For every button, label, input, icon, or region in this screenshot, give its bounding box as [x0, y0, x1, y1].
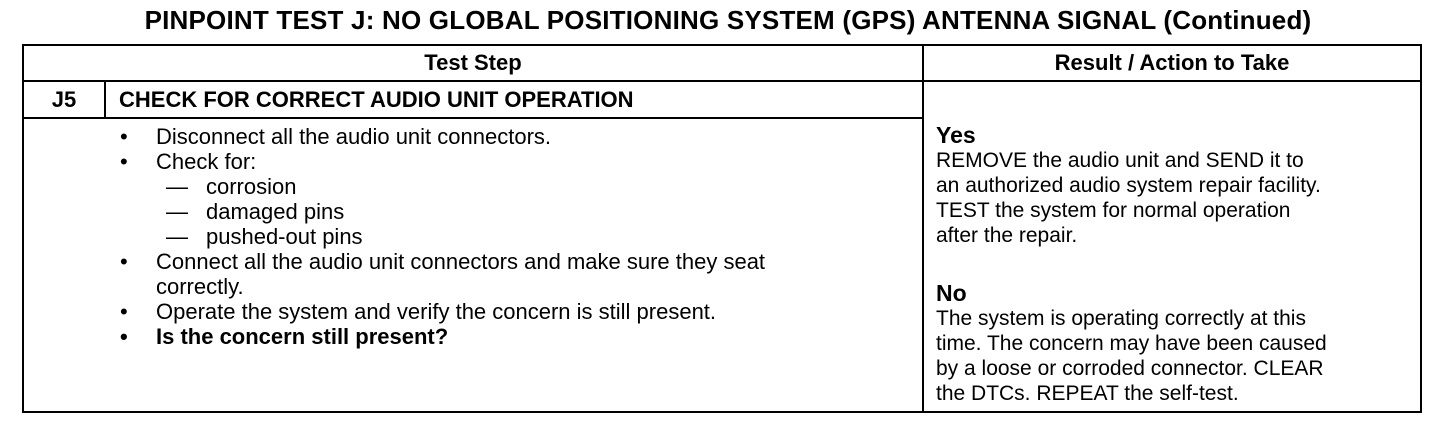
- step-title: CHECK FOR CORRECT AUDIO UNIT OPERATION: [119, 87, 634, 112]
- step-question-text: Is the concern still present?: [156, 324, 449, 349]
- check-list-item: [116, 224, 916, 249]
- result-yes-label: Yes: [936, 122, 976, 148]
- step-item-text: Disconnect all the audio unit connectors.: [156, 124, 552, 149]
- page-title: PINPOINT TEST J: NO GLOBAL POSITIONING SYSTEM (GPS) ANTENNA SIGNAL (Continued): [144, 5, 1312, 35]
- step-id-divider: [104, 82, 106, 117]
- result-no-label: No: [936, 280, 967, 306]
- list-item: [116, 249, 916, 299]
- bullet-icon: •: [120, 299, 128, 324]
- result-no-line: the DTCs. REPEAT the self-test.: [936, 382, 1239, 405]
- step-item-continuation: correctly.: [156, 274, 244, 299]
- dash-icon: —: [166, 224, 188, 249]
- result-spacer: [936, 248, 1420, 280]
- step-title-divider: [24, 117, 922, 119]
- test-step-list: [116, 124, 916, 349]
- check-item-text: damaged pins: [206, 199, 345, 224]
- result-yes-line: after the repair.: [936, 224, 1078, 247]
- result-no-line: by a loose or corroded connector. CLEAR: [936, 357, 1324, 380]
- check-item-text: corrosion: [206, 174, 297, 199]
- header-result-action: Result / Action to Take: [1054, 50, 1290, 75]
- bullet-icon: •: [120, 149, 128, 174]
- result-action-cell: [936, 122, 1420, 406]
- step-id: J5: [51, 87, 77, 112]
- check-list-item: [116, 174, 916, 199]
- result-yes-line: TEST the system for normal operation: [936, 199, 1291, 222]
- step-item-text: Check for:: [156, 149, 257, 174]
- step-item-text: Connect all the audio unit connectors and make sure they seat: [156, 249, 766, 274]
- pinpoint-test-table: [22, 44, 1422, 413]
- dash-icon: —: [166, 199, 188, 224]
- bullet-icon: •: [120, 324, 128, 349]
- check-item-text: pushed-out pins: [206, 224, 363, 249]
- list-item: [116, 124, 916, 149]
- list-item: [116, 299, 916, 324]
- column-divider: [922, 46, 924, 411]
- result-yes-line: REMOVE the audio unit and SEND it to: [936, 149, 1304, 172]
- bullet-icon: •: [120, 249, 128, 274]
- header-divider: [24, 80, 1420, 82]
- list-item: [116, 149, 916, 174]
- step-item-text: Operate the system and verify the concern is still present.: [156, 299, 717, 324]
- list-item-question: [116, 324, 916, 349]
- check-list-item: [116, 199, 916, 224]
- result-no-line: time. The concern may have been caused: [936, 332, 1327, 355]
- result-no-line: The system is operating correctly at this: [936, 307, 1306, 330]
- bullet-icon: •: [120, 124, 128, 149]
- header-test-step: Test Step: [424, 50, 522, 75]
- dash-icon: —: [166, 174, 188, 199]
- result-yes-line: an authorized audio system repair facility.: [936, 174, 1321, 197]
